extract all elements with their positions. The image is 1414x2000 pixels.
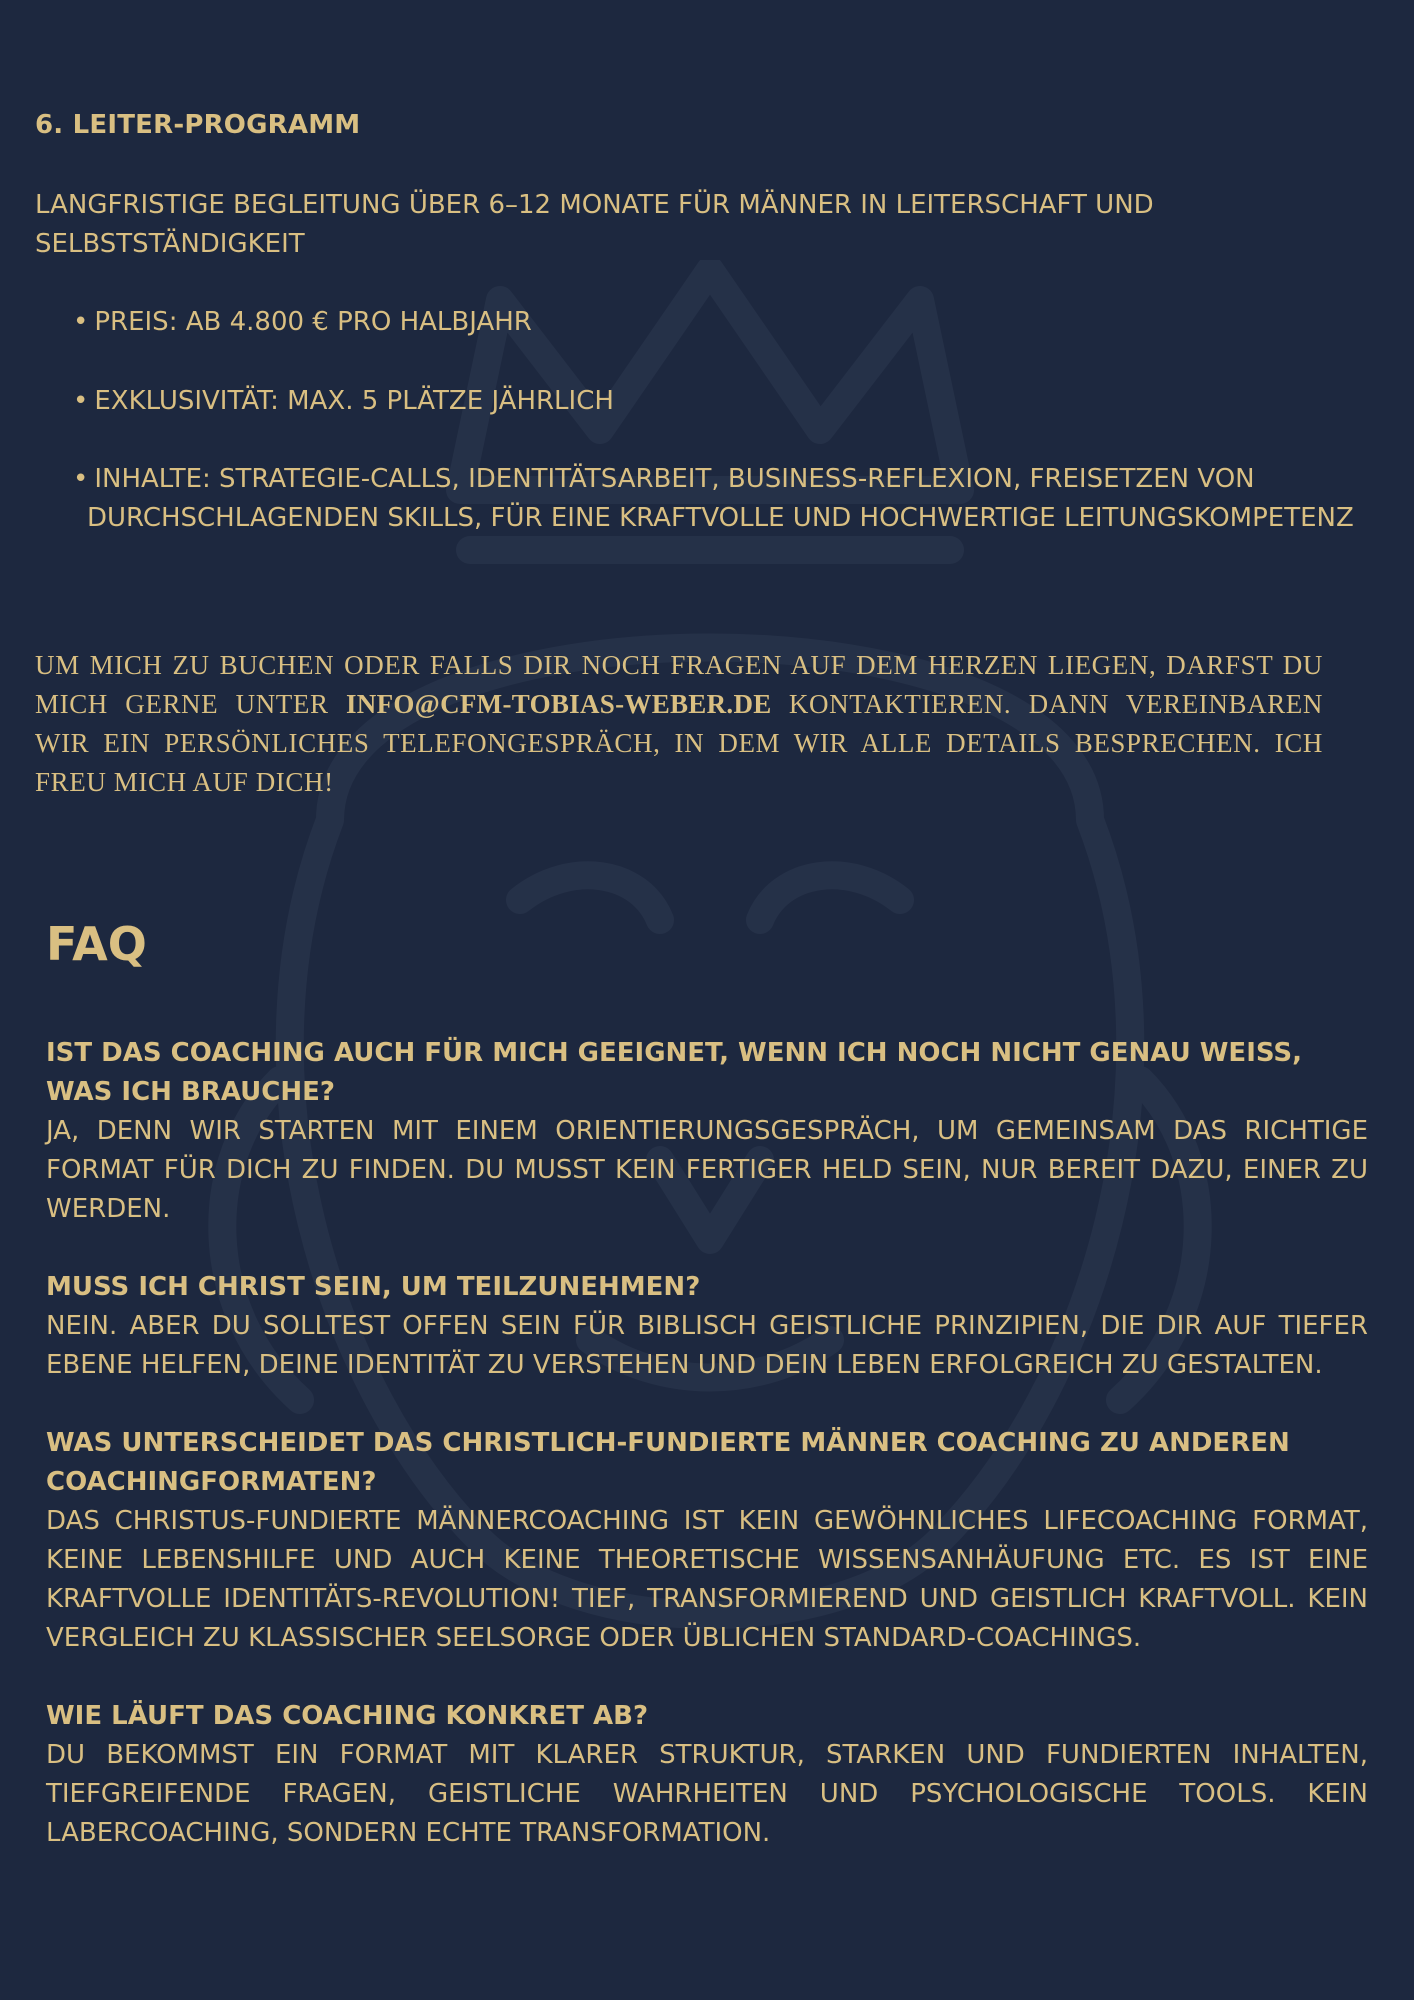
faq-item [46, 1697, 1368, 1853]
bullet-dot-icon: • [73, 307, 89, 337]
program-title: 6. LEITER-PROGRAMM [35, 110, 361, 140]
faq-question: WIE LÄUFT DAS COACHING KONKRET AB? [46, 1701, 649, 1731]
contact-email: INFO@CFM-TOBIAS-WEBER.DE [345, 689, 772, 719]
contact-text-after: KONTAKTIEREN. DANN VEREINBAREN WIR EIN PERSÖNLICHES TELEFONGESPRÄCH, IN DEM WIR ALLE DETAILS BESPRECHEN. ICH FREU MICH AUF DICH! [35, 689, 1323, 797]
faq-question: WAS UNTERSCHEIDET DAS CHRISTLICH-FUNDIERTE MÄNNER COACHING ZU ANDEREN COACHINGFORMATEN? [46, 1428, 1290, 1497]
bullet-price-text: PREIS: AB 4.800 € PRO HALBJAHR [94, 307, 532, 337]
bullet-exclusivity [73, 382, 1373, 421]
faq-answer: DAS CHRISTUS-FUNDIERTE MÄNNERCOACHING IST KEIN GEWÖHNLICHES LIFECOACHING FORMAT, KEINE LEBENSHILFE UND AUCH KEINE THEORETISCHE WISSENSANHÄUFUNG ETC. ES IST EINE KRAFTVOLLE IDENTITÄTS-REVOLUTION! TIEF, TRANSFORMIEREND UND GEISTLICH KRAFTVOLL. KEIN VERGLEICH ZU KLASSISCHER SEELSORGE ODER ÜBLICHEN STANDARD-COACHINGS. [46, 1506, 1368, 1653]
program-description: LANGFRISTIGE BEGLEITUNG ÜBER 6–12 MONATE FÜR MÄNNER IN LEITERSCHAFT UND SELBSTSTÄNDIGKEIT [35, 190, 1154, 259]
faq-question: IST DAS COACHING AUCH FÜR MICH GEEIGNET, WENN ICH NOCH NICHT GENAU WEISS, WAS ICH BRAUCHE? [46, 1038, 1303, 1107]
faq-answer: JA, DENN WIR STARTEN MIT EINEM ORIENTIERUNGSGESPRÄCH, UM GEMEINSAM DAS RICHTIGE FORMAT FÜR DICH ZU FINDEN. DU MUSST KEIN FERTIGER HELD SEIN, NUR BEREIT DAZU, EINER ZU WERDEN. [46, 1116, 1368, 1224]
contact-paragraph [35, 646, 1323, 802]
faq-item [46, 1424, 1368, 1658]
faq-answer: DU BEKOMMST EIN FORMAT MIT KLARER STRUKTUR, STARKEN UND FUNDIERTEN INHALTEN, TIEFGREIFENDE FRAGEN, GEISTLICHE WAHRHEITEN UND PSYCHOLOGISCHE TOOLS. KEIN LABERCOACHING, SONDERN ECHTE TRANSFORMATION. [46, 1740, 1368, 1848]
faq-item [46, 1034, 1368, 1229]
bullet-content-continuation: DURCHSCHLAGENDEN SKILLS, FÜR EINE KRAFTVOLLE UND HOCHWERTIGE LEITUNGSKOMPETENZ [87, 503, 1354, 533]
bullet-price [73, 303, 1373, 342]
faq-list [46, 1034, 1368, 1892]
faq-question: MUSS ICH CHRIST SEIN, UM TEILZUNEHMEN? [46, 1272, 701, 1302]
bullet-content [73, 460, 1373, 538]
contact-text-before: UM MICH ZU BUCHEN ODER FALLS DIR NOCH FRAGEN AUF DEM HERZEN LIEGEN, DARFST DU MICH GERNE UNTER [35, 650, 1323, 719]
faq-answer: NEIN. ABER DU SOLLTEST OFFEN SEIN FÜR BIBLISCH GEISTLICHE PRINZIPIEN, DIE DIR AUF TIEFER EBENE HELFEN, DEINE IDENTITÄT ZU VERSTEHEN UND DEIN LEBEN ERFOLGREICH ZU GESTALTEN. [46, 1311, 1368, 1380]
bullet-dot-icon: • [73, 464, 89, 494]
faq-title: FAQ [46, 917, 147, 971]
bullet-dot-icon: • [73, 386, 89, 416]
bullet-exclusivity-text: EXKLUSIVITÄT: MAX. 5 PLÄTZE JÄHRLICH [94, 386, 614, 416]
faq-item [46, 1268, 1368, 1385]
bullet-content-text: INHALTE: STRATEGIE-CALLS, IDENTITÄTSARBEIT, BUSINESS-REFLEXION, FREISETZEN VON [94, 464, 1255, 494]
